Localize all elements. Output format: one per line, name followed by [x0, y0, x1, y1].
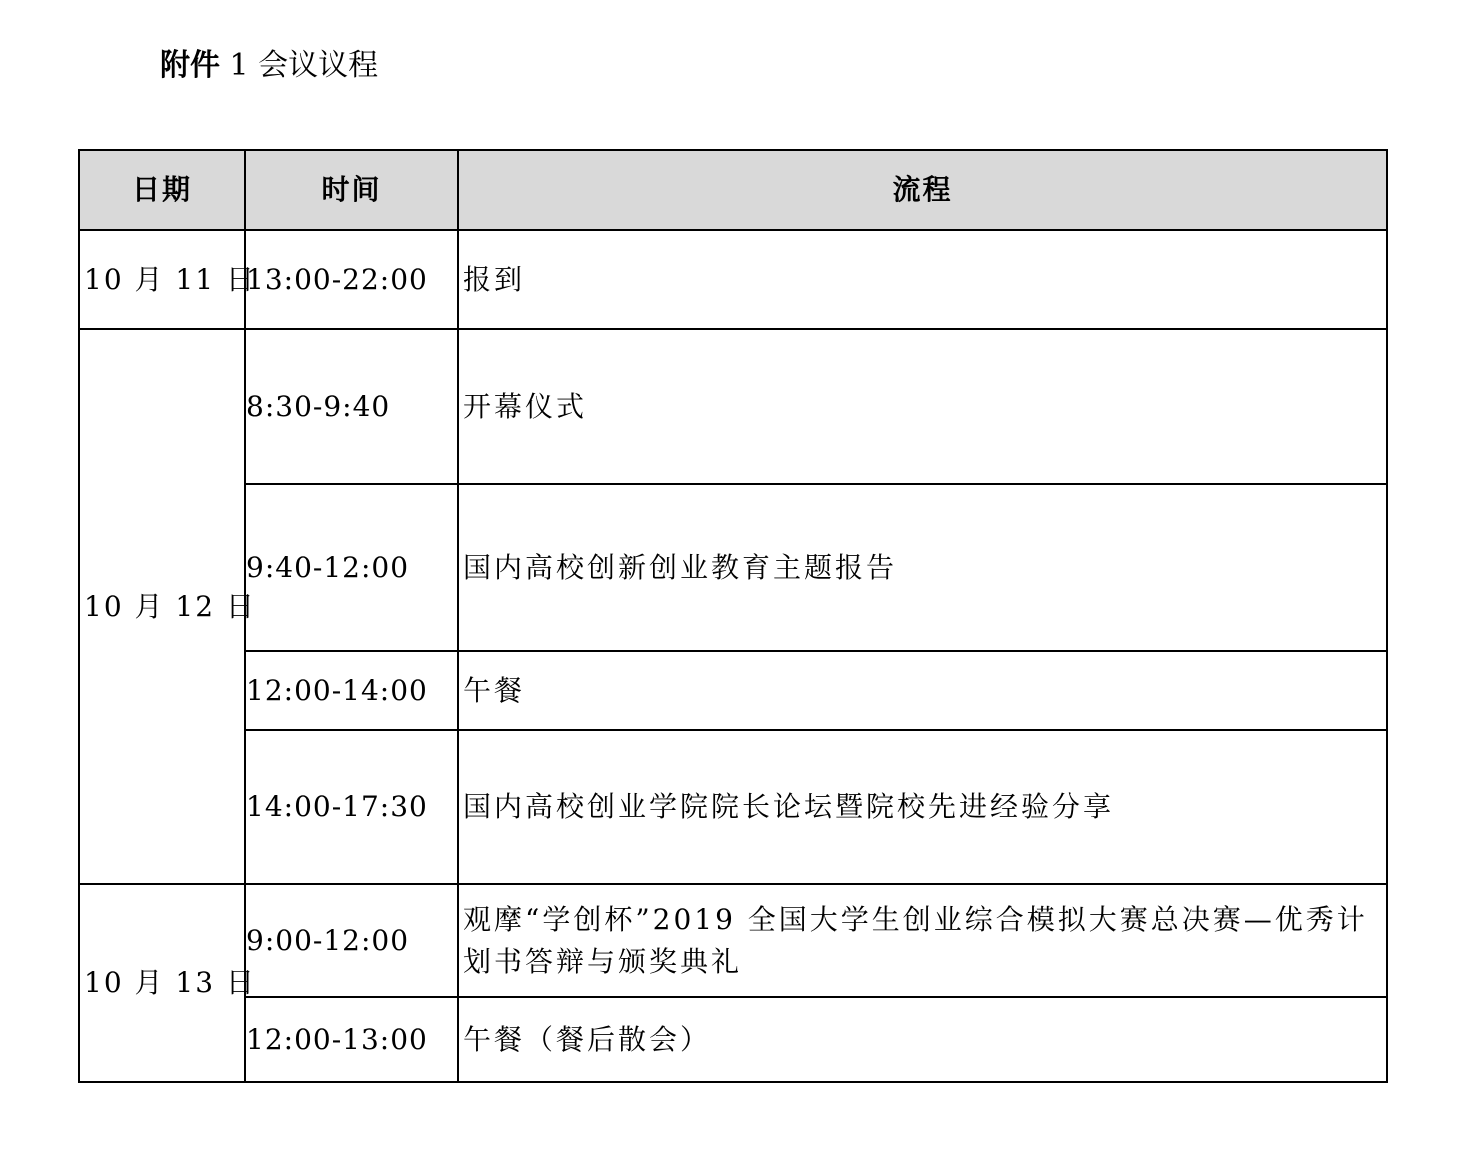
- time-cell: 12:00-13:00: [245, 997, 458, 1082]
- page-title-text: 1 会议议程: [220, 48, 379, 83]
- flow-cell: 国内高校创新创业教育主题报告: [458, 484, 1387, 651]
- header-date: 日期: [79, 150, 245, 230]
- table-row: [79, 730, 1387, 884]
- flow-cell: 午餐: [458, 651, 1387, 730]
- header-time: 时间: [245, 150, 458, 230]
- time-cell: 13:00-22:00: [245, 230, 458, 329]
- table-row: [79, 884, 1387, 997]
- time-cell: 9:40-12:00: [245, 484, 458, 651]
- flow-cell: 观摩“学创杯”2019 全国大学生创业综合模拟大赛总决赛—优秀计划书答辩与颁奖典礼: [458, 884, 1387, 997]
- flow-cell: 国内高校创业学院院长论坛暨院校先进经验分享: [458, 730, 1387, 884]
- page-title-prefix: 附件: [160, 48, 220, 83]
- table-row: [79, 484, 1387, 651]
- time-cell: 12:00-14:00: [245, 651, 458, 730]
- date-cell: 10 月 12 日: [79, 329, 245, 884]
- time-cell: 14:00-17:30: [245, 730, 458, 884]
- time-cell: 9:00-12:00: [245, 884, 458, 997]
- flow-cell: 报到: [458, 230, 1387, 329]
- table-row: [79, 651, 1387, 730]
- date-cell: 10 月 11 日: [79, 230, 245, 329]
- table-row: [79, 230, 1387, 329]
- flow-cell: 开幕仪式: [458, 329, 1387, 484]
- time-cell: 8:30-9:40: [245, 329, 458, 484]
- table-header-row: [79, 150, 1387, 230]
- date-cell: 10 月 13 日: [79, 884, 245, 1082]
- agenda-table: [78, 149, 1388, 1083]
- page-title: [160, 44, 378, 88]
- header-flow: 流程: [458, 150, 1387, 230]
- table-row: [79, 329, 1387, 484]
- table-row: [79, 997, 1387, 1082]
- flow-cell: 午餐（餐后散会）: [458, 997, 1387, 1082]
